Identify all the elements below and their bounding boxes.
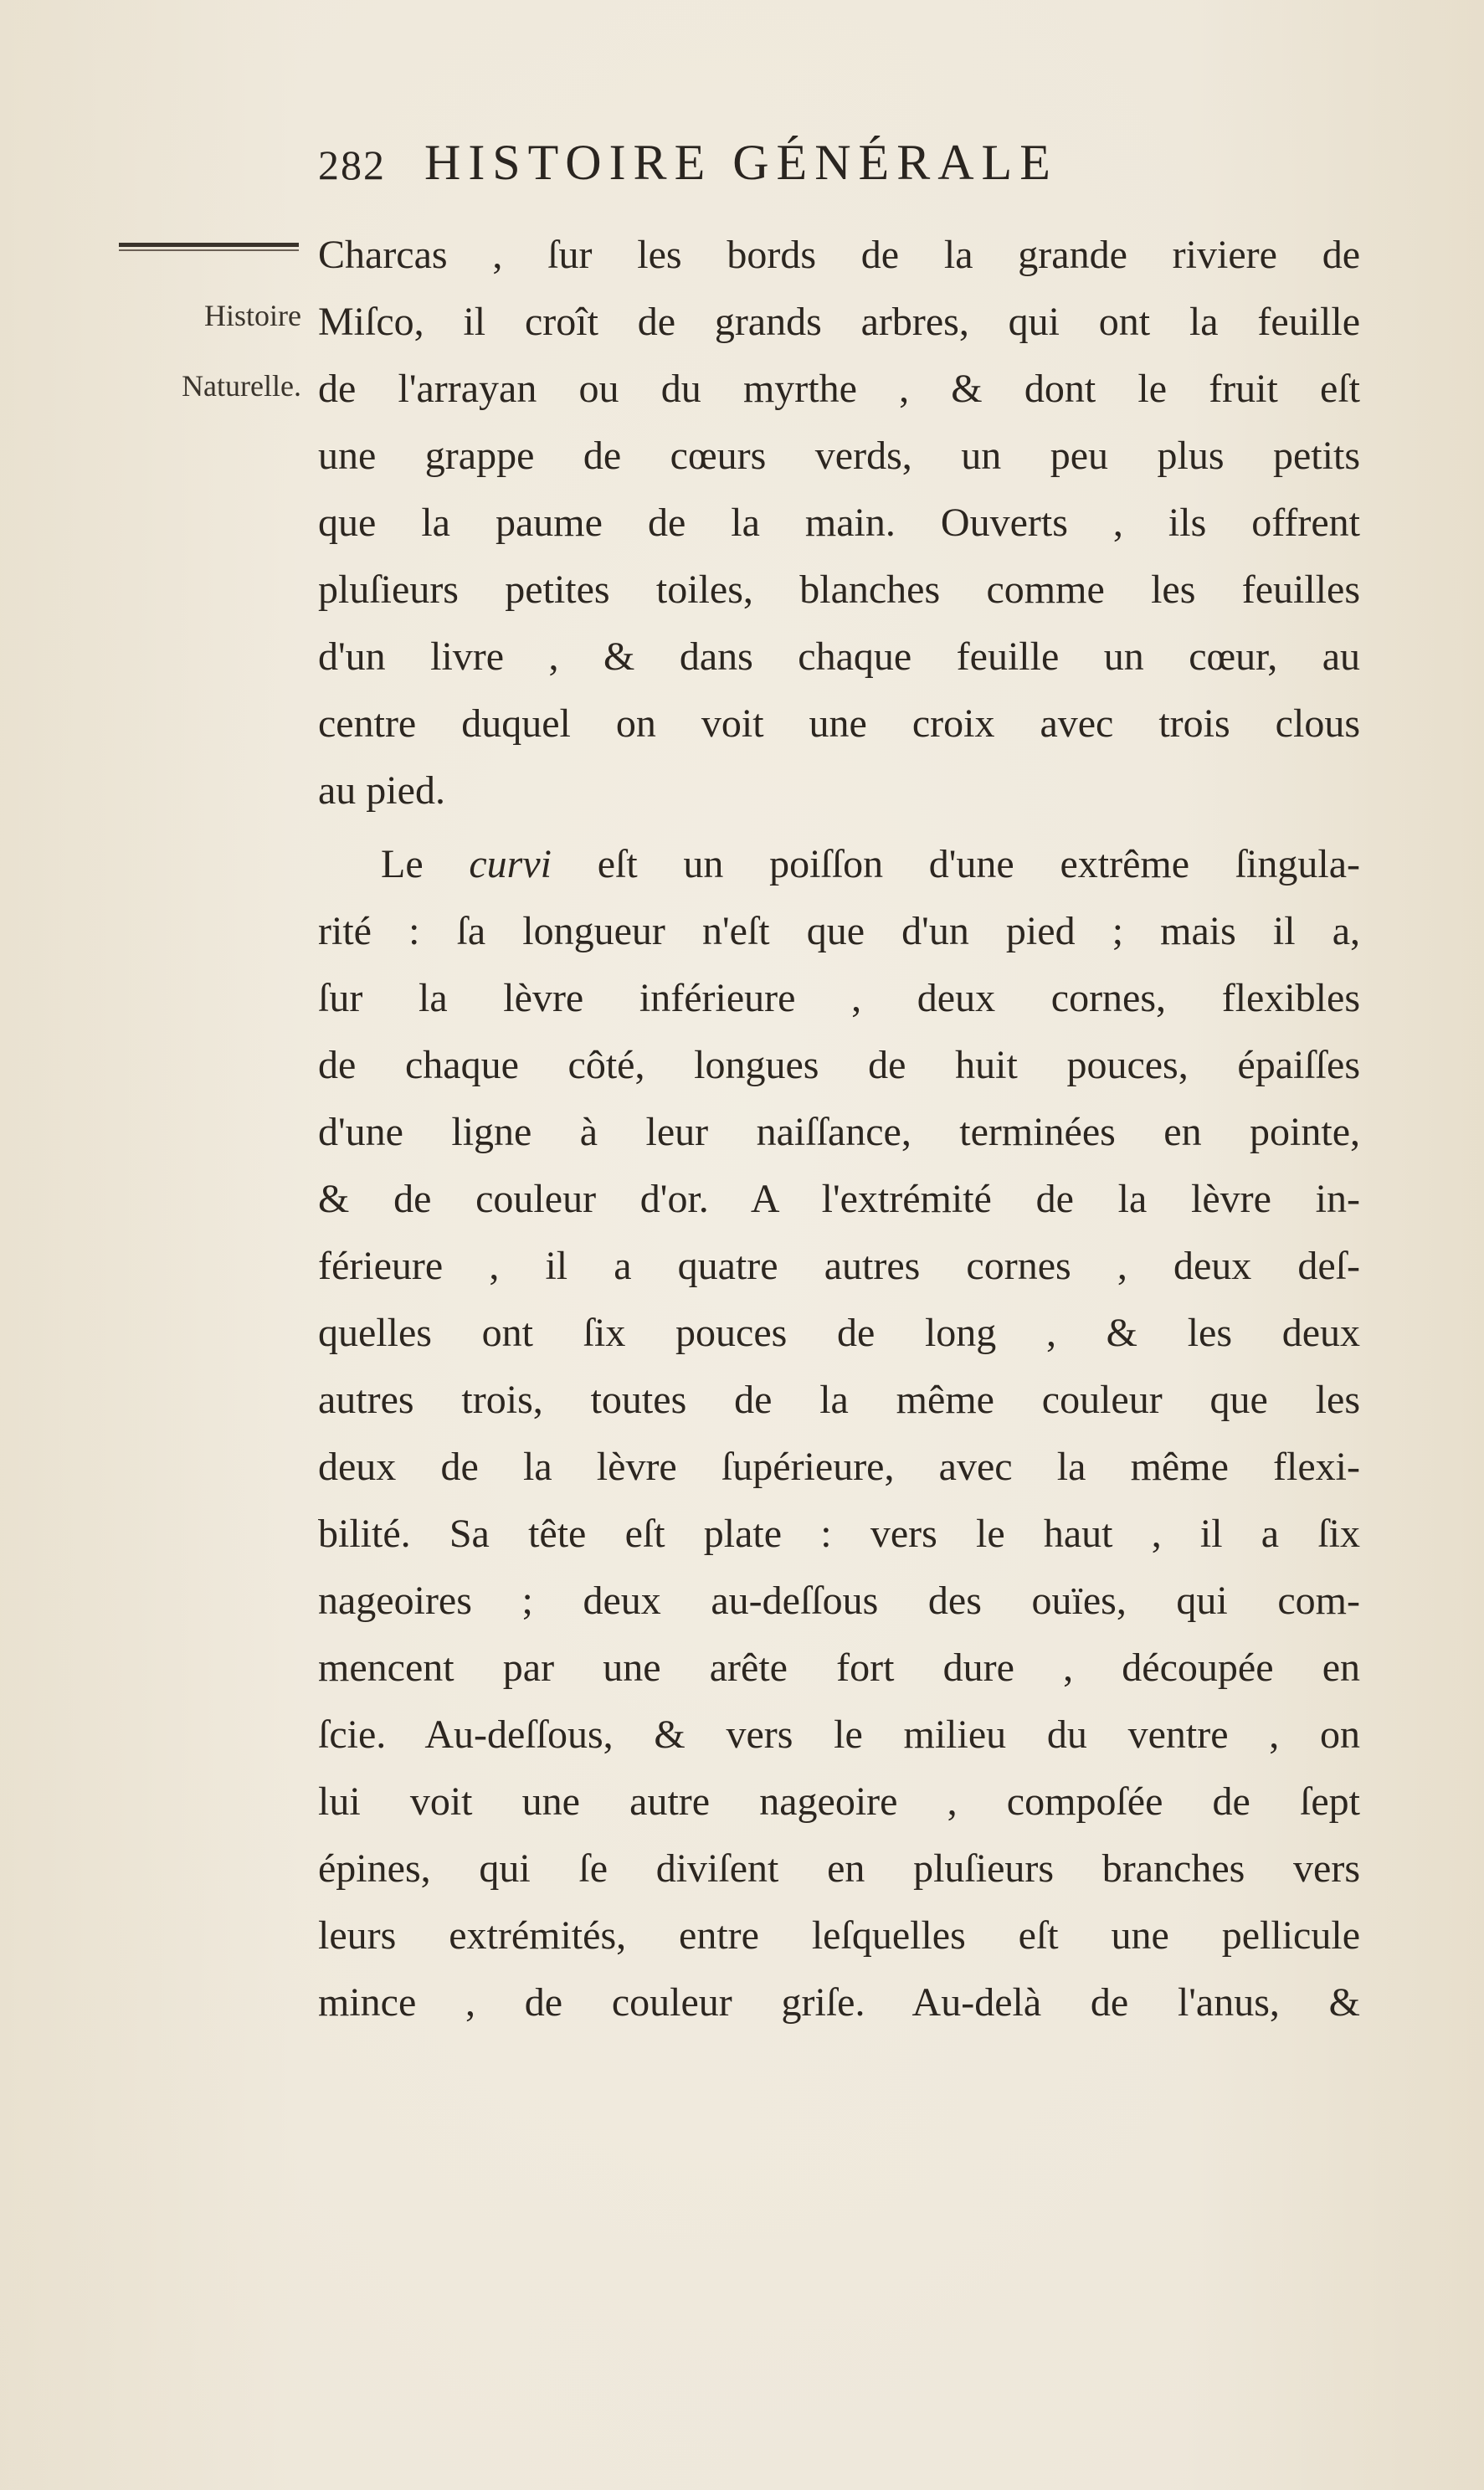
text-line: épines, qui ſe diviſent en pluſieurs branches vers <box>318 1846 1360 1891</box>
italic-term-curvi: curvi <box>469 842 552 886</box>
text-line: deux de la lèvre ſupérieure, avec la même flexi- <box>318 1445 1360 1489</box>
text-line: centre duquel on voit une croix avec trois clous <box>318 701 1360 746</box>
text-line-first <box>318 831 1360 898</box>
body-text <box>318 222 1360 2036</box>
text-line: quelles ont ſix pouces de long , & les deux <box>318 1311 1360 1355</box>
text-line: pluſieurs petites toiles, blanches comme les feuilles <box>318 567 1360 612</box>
text-line: rité : ſa longueur n'eſt que d'un pied ; mais il a, <box>318 909 1360 953</box>
text-line: férieure , il a quatre autres cornes , deux deſ- <box>318 1244 1360 1288</box>
text-line: bilité. Sa tête eſt plate : vers le haut , il a ſix <box>318 1512 1360 1556</box>
text-line: Charcas , ſur les bords de la grande riviere de <box>318 233 1360 277</box>
text-line: ſcie. Au-deſſous, & vers le milieu du ventre , on <box>318 1712 1360 1757</box>
text-line: mencent par une arête fort dure , découpée en <box>318 1645 1360 1690</box>
text-line: que la paume de la main. Ouverts , ils offrent <box>318 501 1360 545</box>
text-line: mince , de couleur griſe. Au-delà de l'anus, & <box>318 1980 1360 2025</box>
running-title: HISTOIRE GÉNÉRALE <box>424 135 1058 190</box>
text-line: de chaque côté, longues de huit pouces, épaiſſes <box>318 1043 1360 1087</box>
paragraph-2 <box>318 831 1360 2036</box>
text-line: Miſco, il croît de grands arbres, qui ont la feuille <box>318 300 1360 344</box>
text-line: une grappe de cœurs verds, un peu plus petits <box>318 434 1360 478</box>
paragraph-1 <box>318 222 1360 824</box>
text-line: & de couleur d'or. A l'extrémité de la lèvre in- <box>318 1177 1360 1221</box>
text-line: de l'arrayan ou du myrthe , & dont le fruit eſt <box>318 367 1360 411</box>
text-fragment: eſt un poiſſon d'une extrême ſingula- <box>597 842 1361 886</box>
text-line: d'une ligne à leur naiſſance, terminées en pointe, <box>318 1110 1360 1154</box>
margin-ornament-rule <box>119 243 299 247</box>
text-line: lui voit une autre nageoire , compoſée de ſept <box>318 1779 1360 1824</box>
text-line: autres trois, toutes de la même couleur que les <box>318 1378 1360 1422</box>
text-fragment: Le <box>381 842 424 886</box>
page-number: 282 <box>318 141 386 188</box>
text-line: au pied. <box>318 768 445 813</box>
text-line: ſur la lèvre inférieure , deux cornes, flexibles <box>318 976 1360 1020</box>
text-line: leurs extrémités, entre leſquelles eſt une pellicule <box>318 1913 1360 1958</box>
margin-note <box>100 280 301 421</box>
page-header <box>318 134 1364 201</box>
text-line: d'un livre , & dans chaque feuille un cœur, au <box>318 634 1360 679</box>
text-line: nageoires ; deux au-deſſous des ouïes, qui com- <box>318 1579 1360 1623</box>
margin-note-line: Histoire <box>204 299 301 332</box>
margin-note-line: Naturelle. <box>182 369 301 403</box>
